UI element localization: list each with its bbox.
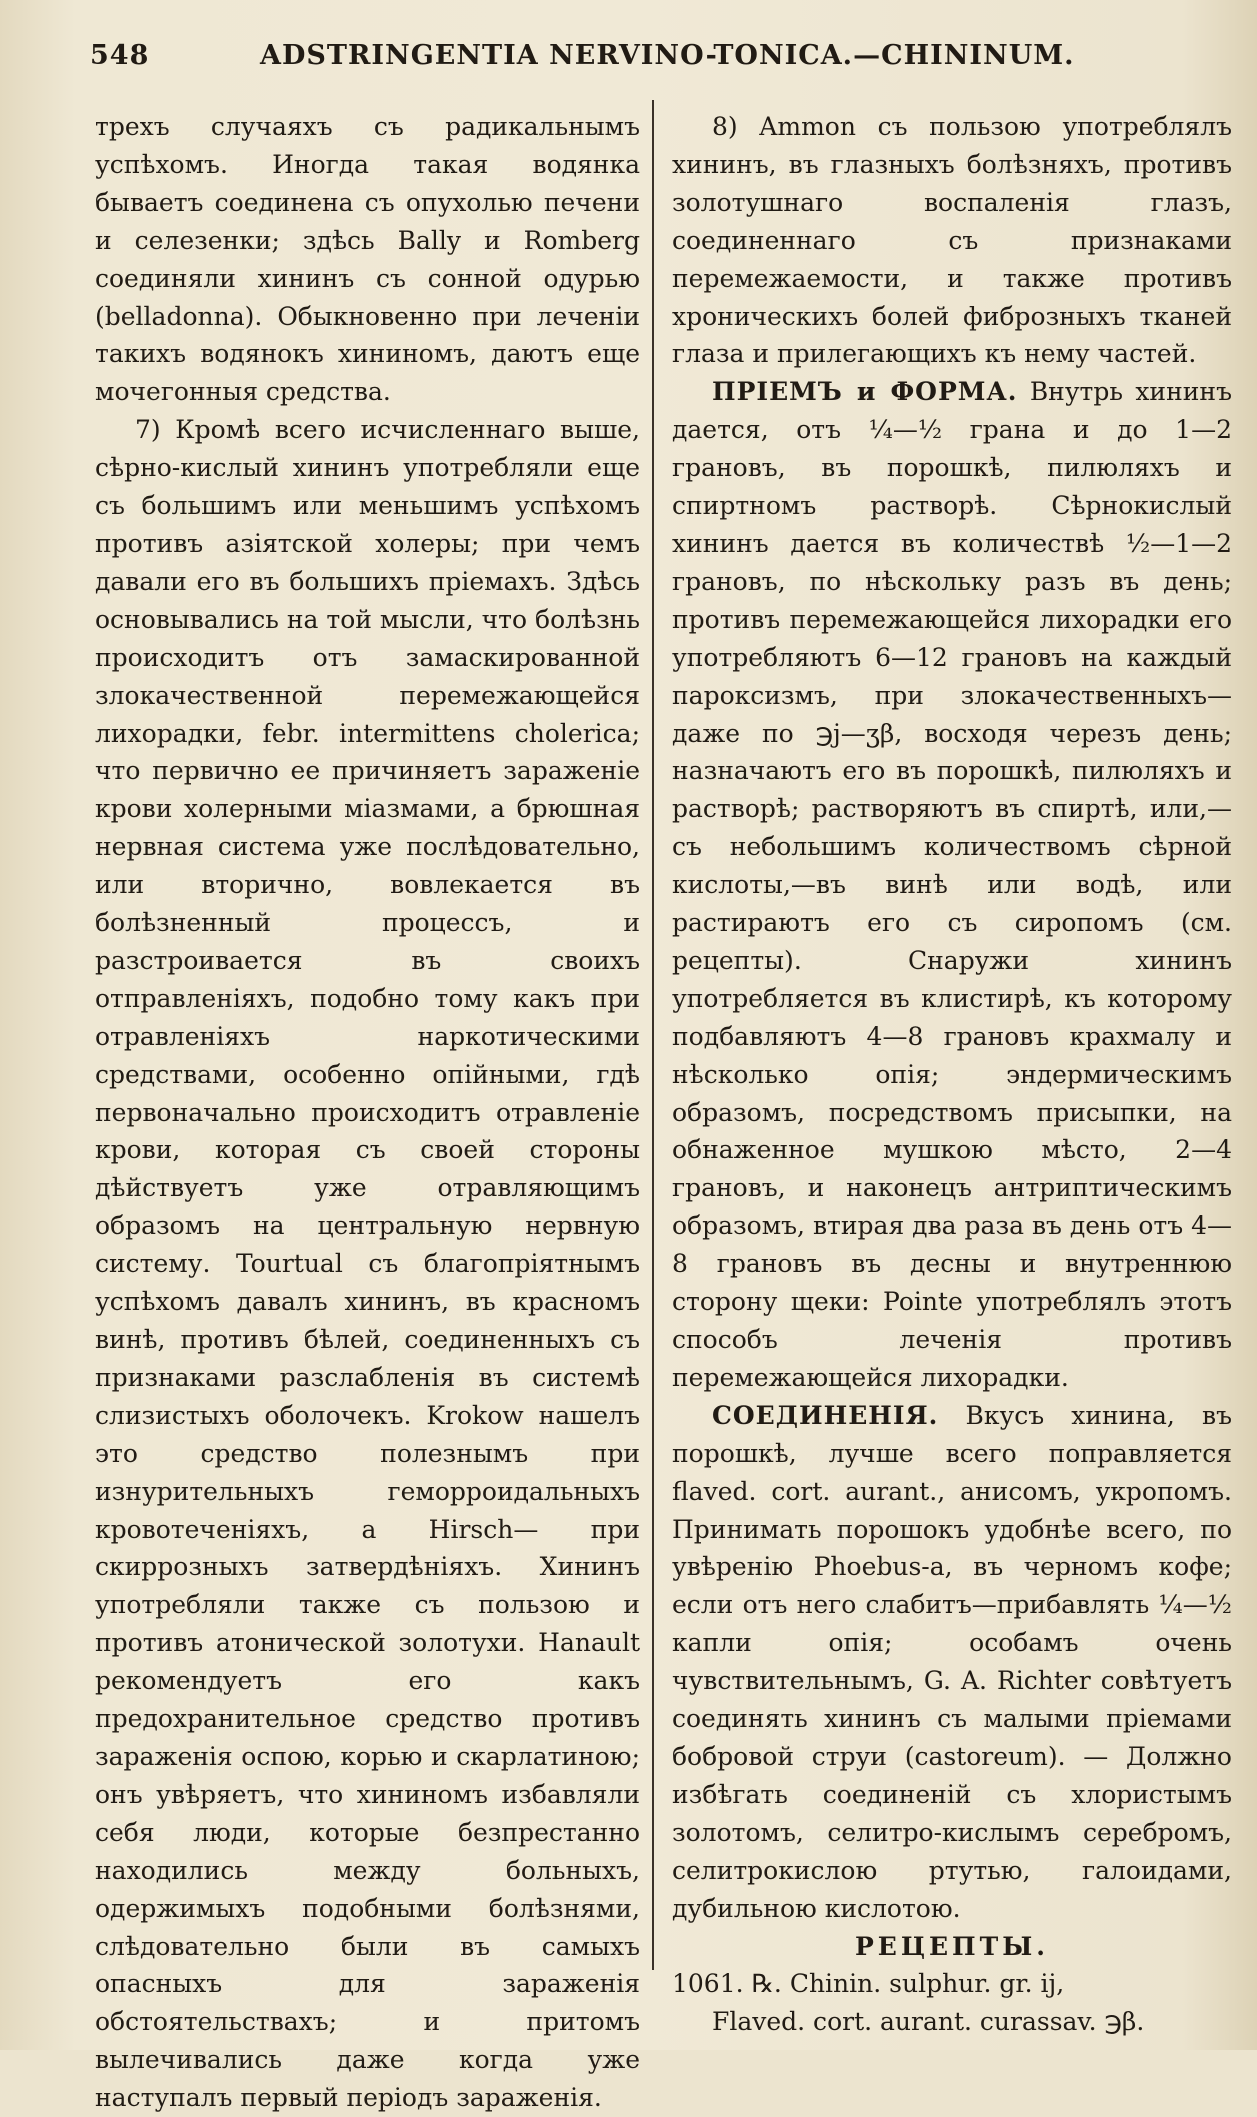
paragraph-dosage [672, 373, 1232, 1396]
paragraph-cholera: 7) Кромѣ всего исчисленнаго выше, сѣрно-кислый хининъ употребляли еще съ большимъ или меньшимъ успѣхомъ противъ азіятской холеры; при чемъ давали его въ большихъ пріемахъ. Здѣсь основывались на той мысли, что болѣзнь происходитъ отъ замаскированной злокачественной перемежающейся лихорадки, febr. intermittens cholerica; что первично ее причиняетъ зараженіе крови холерными міазмами, а брюшная нервная система уже послѣдовательно, или вторично, вовлекается въ болѣзненный процессъ, и разстроивается въ своихъ отправленіяхъ, подобно тому какъ при отравленіяхъ наркотическими средствами, особенно опійными, гдѣ первоначально происходитъ отравленіе крови, которая съ своей стороны дѣйствуетъ уже отравляющимъ образомъ на центральную нервную систему. Tourtual съ благопріятнымъ успѣхомъ давалъ хининъ, въ красномъ винѣ, противъ бѣлей, соединенныхъ съ признаками разслабленія въ системѣ слизистыхъ оболочекъ. Krokow нашелъ это средство полезнымъ при изнурительныхъ геморроидальныхъ кровотеченіяхъ, а Hirsch— при скиррозныхъ затвердѣніяхъ. Хининъ употребляли также съ пользою и противъ атонической золотухи. Hanault рекомендуетъ его какъ предохранительное средство противъ зараженія оспою, корью и скарлатиною; онъ увѣряетъ, что хининомъ избавляли себя люди, которые безпрестанно находились между больныхъ, одержимыхъ подобными болѣзнями, слѣдовательно были въ самыхъ опасныхъ для зараженія обстоятельствахъ; и притомъ вылечивались даже когда уже наступалъ первый періодъ зараженія. [95, 415, 640, 2113]
heading-recipes: РЕЦЕПТЫ. [854, 1931, 1050, 1961]
heading-dosage: ПРІЕМЪ и ФОРМА. [712, 377, 1018, 407]
paragraph-eye-diseases: 8) Ammon съ пользою употреблялъ хининъ, въ глазныхъ болѣзняхъ, противъ золотушнаго воспаленія глазъ, соединеннаго съ признаками перемежаемости, и также противъ хроническихъ болей фиброзныхъ тканей глаза и прилегающихъ къ нему частей. [672, 112, 1232, 369]
left-column [95, 108, 640, 2117]
dosage-text: Внутрь хининъ дается, отъ ¼—½ грана и до 1—2 грановъ, въ порошкѣ, пилюляхъ и спиртномъ растворѣ. Сѣрнокислый хининъ дается въ количествѣ ½—1—2 грановъ, по нѣскольку разъ въ день; противъ перемежающейся лихорадки его употребляютъ 6—12 грановъ на каждый пароксизмъ, при злокачественныхъ—даже по ℈j—ʒβ, восходя черезъ день; назначаютъ его въ порошкѣ, пилюляхъ и растворѣ; растворяютъ въ спиртѣ, или,—съ небольшимъ количествомъ сѣрной кислоты,—въ винѣ или водѣ, или растираютъ его съ сиропомъ (см. рецепты). Снаружи хининъ употребляется въ клистирѣ, къ которому подбавляютъ 4—8 грановъ крахмалу и нѣсколько опія; эндермическимъ образомъ, посредствомъ присыпки, на обнаженное мушкою мѣсто, 2—4 грановъ, и наконецъ антриптическимъ образомъ, втирая два раза въ день отъ 4—8 грановъ въ десны и внутреннюю сторону щеки: Pointe употреблялъ этотъ способъ леченія противъ перемежающейся лихорадки. [672, 377, 1232, 1392]
page-header [90, 40, 1190, 80]
heading-combinations: СОЕДИНЕНІЯ. [712, 1400, 939, 1430]
recipe-line: Flaved. cort. aurant. curassav. ℈β. [712, 2007, 1145, 2037]
right-column [672, 108, 1232, 2041]
combinations-text: Вкусъ хинина, въ порошкѣ, лучше всего поправляется flaved. cort. aurant., анисомъ, укропомъ. Принимать порошокъ удобнѣе всего, по увѣренію Phoebus-а, въ черномъ кофе; если отъ него слабитъ—прибавлять ¼—½ капли опія; особамъ очень чувствительнымъ, G. A. Richter совѣтуетъ соединять хининъ съ малыми пріемами бобровой струи (castoreum). — Должно избѣгать соединеній съ хлористымъ золотомъ, селитро-кислымъ серебромъ, селитрокислою ртутью, галоидами, дубильною кислотою. [672, 1400, 1232, 1923]
running-title: ADSTRINGENTIA NERVINO-TONICA.—CHININUM. [260, 40, 1075, 71]
page-number: 548 [90, 40, 150, 71]
column-divider [652, 100, 654, 1970]
recipe-line: 1061. ℞. Chinin. sulphur. gr. ij, [672, 1969, 1065, 1999]
paragraph-dropsy-continuation: трехъ случаяхъ съ радикальнымъ успѣхомъ. Иногда такая водянка бываетъ соединена съ опухолью печени и селезенки; здѣсь Bally и Romberg соединяли хининъ съ сонной одурью (belladonna). Обыкновенно при леченіи такихъ водянокъ хининомъ, даютъ еще мочегонныя средства. [95, 112, 640, 407]
paragraph-combinations [672, 1397, 1232, 1928]
